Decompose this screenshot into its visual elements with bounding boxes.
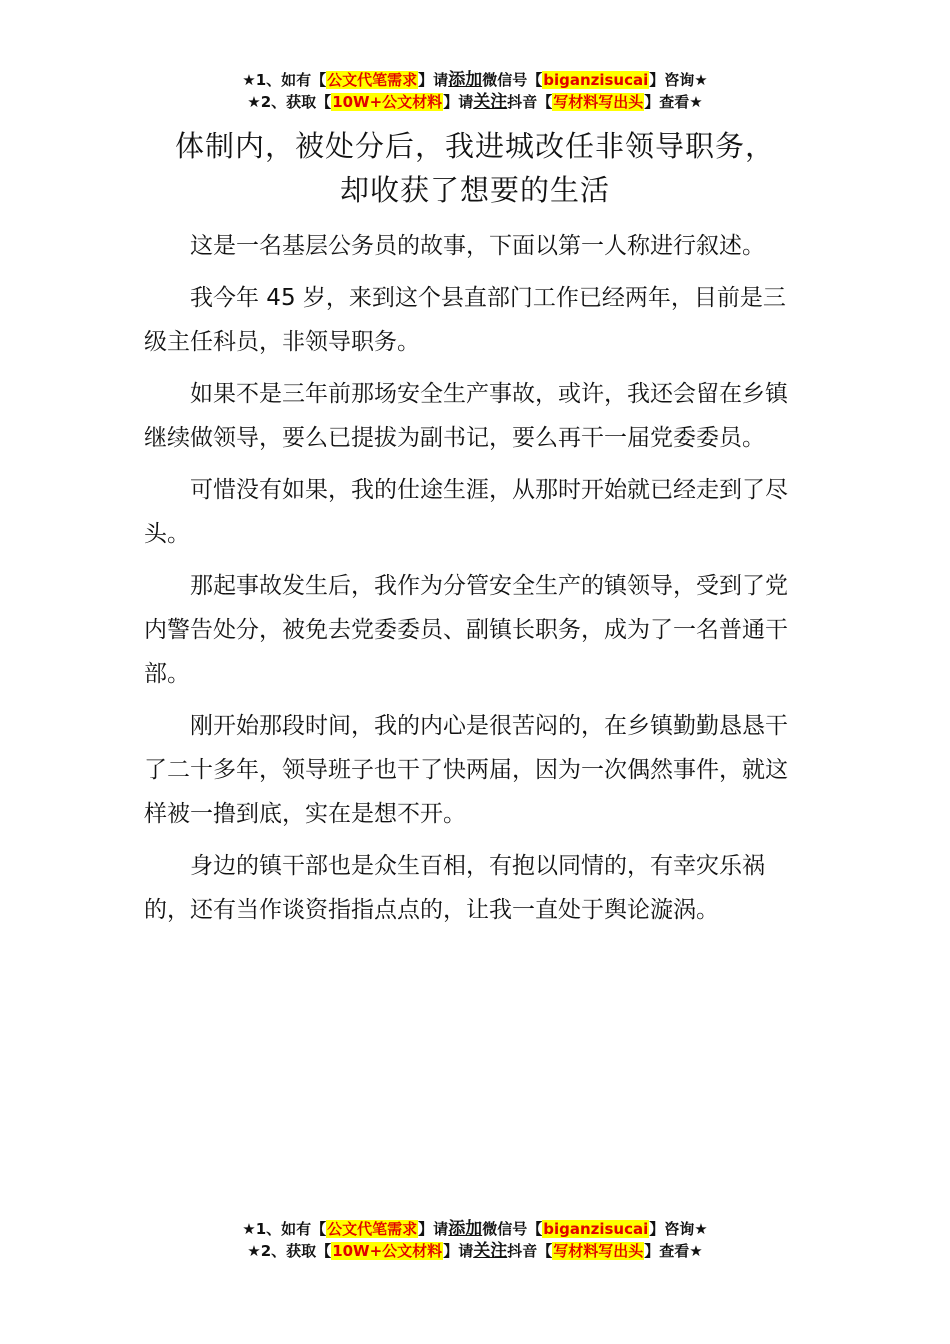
paragraph: 那起事故发生后，我作为分管安全生产的镇领导，受到了党内警告处分，被免去党委委员、副镇长职务，成为了一名普通干部。 — [144, 573, 788, 687]
paragraph: 我今年 45 岁，来到这个县直部门工作已经两年，目前是三级主任科员，非领导职务。 — [144, 285, 786, 355]
highlight-materials: 10W+公文材料 — [332, 1242, 443, 1260]
highlight-wechat-id: biganzisucai — [543, 71, 649, 89]
highlight-douyin: 写材料写出头 — [553, 1242, 644, 1260]
highlight-materials: 10W+公文材料 — [332, 93, 443, 111]
document-title — [140, 124, 810, 212]
header-banner — [0, 69, 950, 113]
banner-line-2: ★2、获取【10W+公文材料】请关注抖音【写材料写出头】查看★ — [247, 1241, 703, 1261]
highlight-wechat-id: biganzisucai — [543, 1220, 649, 1238]
banner-line-1: ★1、如有【公文代笔需求】请添加微信号【biganzisucai】咨询★ — [242, 1219, 708, 1239]
title-line-2: 却收获了想要的生活 — [339, 173, 610, 207]
highlight-douyin: 写材料写出头 — [553, 93, 644, 111]
paragraph: 身边的镇干部也是众生百相，有抱以同情的，有幸灾乐祸的，还有当作谈资指指点点的，让我一直处于舆论漩涡。 — [144, 853, 765, 923]
footer-banner — [0, 1218, 950, 1262]
paragraph: 刚开始那段时间，我的内心是很苦闷的，在乡镇勤勤恳恳干了二十多年，领导班子也干了快两届，因为一次偶然事件，就这样被一撸到底，实在是想不开。 — [144, 713, 788, 827]
paragraph: 可惜没有如果，我的仕途生涯，从那时开始就已经走到了尽头。 — [144, 477, 788, 547]
title-line-1: 体制内，被处分后，我进城改任非领导职务， — [174, 129, 775, 163]
highlight-service: 公文代笔需求 — [327, 71, 418, 89]
paragraph: 这是一名基层公务员的故事，下面以第一人称进行叙述。 — [190, 233, 765, 259]
paragraph: 如果不是三年前那场安全生产事故，或许，我还会留在乡镇继续做领导，要么已提拔为副书记，要么再干一届党委委员。 — [144, 381, 788, 451]
banner-line-1: ★1、如有【公文代笔需求】请添加微信号【biganzisucai】咨询★ — [242, 70, 708, 90]
article-body — [144, 224, 808, 940]
banner-line-2: ★2、获取【10W+公文材料】请关注抖音【写材料写出头】查看★ — [247, 92, 703, 112]
highlight-service: 公文代笔需求 — [327, 1220, 418, 1238]
